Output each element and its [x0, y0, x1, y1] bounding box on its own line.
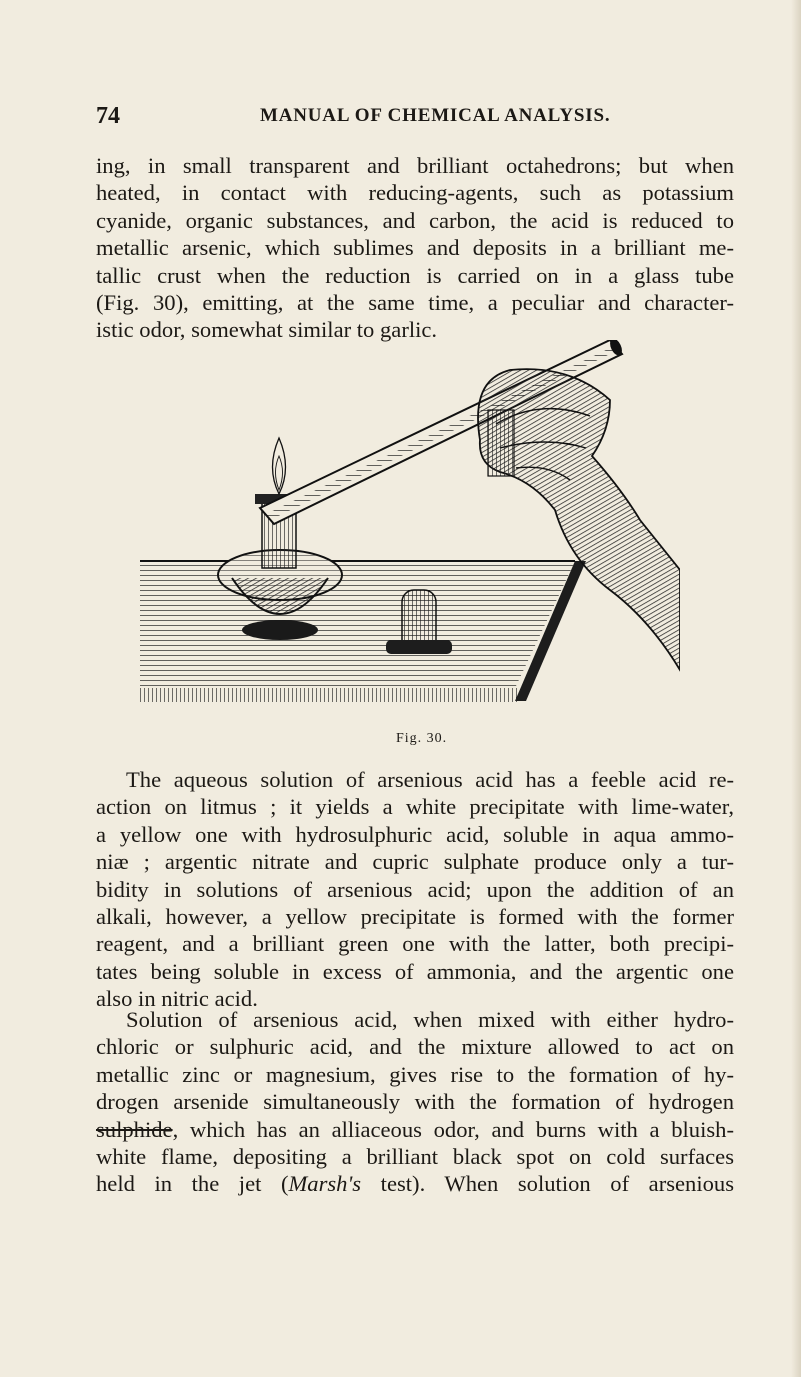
page-number: 74 [96, 103, 120, 129]
page-edge-shadow [791, 0, 801, 1377]
text-line: a yellow one with hydrosulphuric acid, soluble in aqua ammo- [96, 821, 734, 847]
running-title: MANUAL OF CHEMICAL ANALYSIS. [260, 105, 611, 126]
text-line: metallic arsenic, which sublimes and deposits in a brilliant me- [96, 235, 734, 261]
text-line [96, 1170, 734, 1197]
text-line: tates being soluble in excess of ammonia, and the argentic one [96, 958, 734, 984]
text-span: held in the jet ( [96, 1171, 289, 1197]
text-line: niæ ; argentic nitrate and cupric sulphate produce only a tur- [96, 849, 734, 875]
text-line: bidity in solutions of arsenious acid; upon the addition of an [96, 876, 734, 902]
text-line: istic odor, somewhat similar to garlic. [96, 317, 438, 343]
text-line: chloric or sulphuric acid, and the mixture allowed to act on [96, 1034, 734, 1060]
text-line: The aqueous solution of arsenious acid has a feeble acid re- [126, 767, 734, 792]
text-line: (Fig. 30), emitting, at the same time, a peculiar and character- [96, 290, 734, 316]
text-line: Solution of arsenious acid, when mixed with either hydro- [126, 1007, 734, 1032]
text-span: test). When solution of arsenious [361, 1171, 734, 1197]
paragraph-3 [96, 1006, 734, 1198]
text-line: heated, in contact with reducing-agents, such as potassium [96, 180, 734, 206]
text-line: white flame, depositing a brilliant black spot on cold surfaces [96, 1144, 734, 1170]
italic-name: Marsh's [288, 1171, 362, 1197]
figure-caption: Fig. 30. [396, 731, 448, 746]
text-line: alkali, however, a yellow precipitate is formed with the former [96, 904, 734, 930]
text-line: reagent, and a brilliant green one with the latter, both precipi- [96, 931, 734, 957]
text-line: tallic crust when the reduction is carried on in a glass tube [96, 262, 734, 288]
page-header [96, 103, 736, 133]
text-line: drogen arsenide simultaneously with the formation of hydrogen [96, 1089, 734, 1115]
paragraph-1 [96, 152, 734, 344]
text-line: cyanide, organic substances, and carbon, the acid is reduced to [96, 207, 734, 233]
figure-glass-tube-illustration [140, 340, 680, 720]
text-line: action on litmus ; it yields a white precipitate with lime-water, [96, 794, 734, 820]
table-illustration [140, 561, 586, 702]
text-span: , which has an alliaceous odor, and burns with a bluish- [172, 1116, 734, 1142]
text-line [96, 1116, 734, 1143]
text-line: also in nitric acid. [96, 986, 258, 1012]
paragraph-2 [96, 766, 734, 1013]
text-line: ing, in small transparent and brilliant octahedrons; but when [96, 153, 734, 178]
text-line: metallic zinc or magnesium, gives rise to the formation of hy- [96, 1061, 734, 1087]
struck-word: sulphide [96, 1116, 173, 1142]
